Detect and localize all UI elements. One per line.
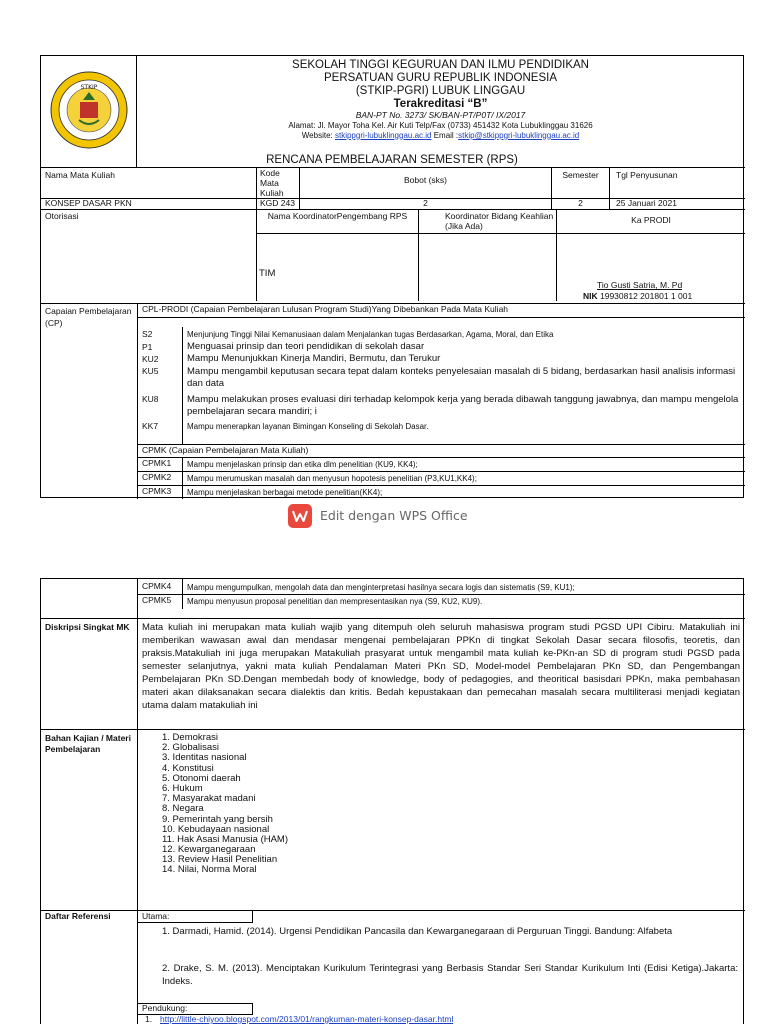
website-link[interactable]: stkippgri-lubuklinggau.ac.id: [334, 130, 432, 140]
cpmk-code: CPMK4: [142, 582, 172, 591]
list-item: 10. Kebudayaan nasional: [162, 823, 270, 835]
nama-mk-value: KONSEP DASAR PKN: [45, 199, 132, 208]
list-item: 9. Pemerintah yang bersih: [162, 813, 273, 825]
tgl-value: 25 Januari 2021: [609, 198, 745, 210]
rps-title: RENCANA PEMBELAJARAN SEMESTER (RPS): [266, 154, 518, 166]
institution-header: [137, 56, 744, 167]
list-item: 6. Hukum: [162, 782, 203, 794]
logo-text: STKIP: [80, 84, 98, 91]
cpl-code: S2: [142, 330, 153, 339]
website-label: Website:: [301, 130, 335, 140]
wps-edit-text: Edit dengan WPS Office: [320, 507, 468, 523]
header-line-1: SEKOLAH TINGGI KEGURUAN DAN ILMU PENDIDIKAN: [292, 59, 589, 71]
tgl-penyusunan-label: Tgl Penyusunan: [609, 167, 745, 198]
cpl-text: Menguasai prinsip dan teori pendidikan di sekolah dasar: [187, 342, 425, 352]
otorisasi-label: Otorisasi: [45, 212, 79, 221]
pendukung-label: Pendukung:: [138, 1003, 253, 1015]
cpmk-header: CPMK (Capaian Pembelajaran Mata Kuliah): [142, 446, 309, 455]
cpl-header: CPL-PRODI (Capaian Pembelajaran Lulusan Program Studi)Yang Dibebankan Pada Mata Kuliah: [142, 305, 509, 314]
cpmk-code: CPMK2: [142, 473, 172, 482]
bahan-list: [162, 733, 732, 876]
semester-label: Semester: [551, 167, 609, 198]
list-item: 4. Konstitusi: [162, 762, 214, 774]
cpmk-code: CPMK1: [142, 459, 172, 468]
wps-watermark[interactable]: [288, 503, 468, 529]
bobot-label: Bobot (sks): [299, 167, 551, 198]
header-line-3: (STKIP-PGRI) LUBUK LINGGAU: [355, 85, 526, 97]
cpl-text: Mampu menerapkan layanan Bimingan Konseling di Sekolah Dasar.: [187, 422, 429, 431]
list-item: 3. Identitas nasional: [162, 752, 247, 764]
deskripsi-text: Mata kuliah ini merupakan mata kuliah wajib yang ditempuh oleh seluruh mahasiswa program studi PGSD UPI Cibiru. Matakuliah ini memberikan wawasan awal dan mendasar mengenai pembelajaran PPKn di tingkat Sekolah Dasar secara filosofis, teoretis, dan praksis.Matakuliah ini juga merupakan Matakuliah prasyarat untuk mengambil mata kuliah ke-PKn-an SD di program studi PGSD pada semester selanjutnya, yakni mata kuliah Pendalaman Materi PKn SD, Model-model Pembelajaran PKn SD, dan Pengembangan Pembelajaran PKn SD.Dengan membedah body of knowledge, body of pedagogies, and theoritical basisdari PPKn, maka pembahasan materi akan dilaksanakan secara dialektis dan kritis. Bedah kepustakaan dan pemecahan masalah secara multiliterasi menjadi kegiatan utama dalam matakuliah ini: [142, 622, 740, 711]
list-item: 2. Globalisasi: [162, 742, 220, 754]
header-address: Alamat: Jl. Mayor Toha Kel. Air Kuti Telp/Fax (0733) 451432 Kota Lubuklinggau 31626: [288, 120, 593, 130]
cpl-text: Mampu Menunjukkan Kinerja Mandiri, Bermutu, dan Terukur: [187, 354, 441, 364]
cpl-code: KU2: [142, 355, 159, 364]
list-item: 1. Demokrasi: [162, 732, 218, 743]
kaprodi-name: Tio Gusti Satria, M. Pd: [597, 281, 683, 290]
stkip-logo: [49, 70, 129, 150]
logo-cell: [41, 56, 137, 167]
wps-logo-icon: [288, 504, 312, 528]
header-contact: [137, 131, 744, 141]
header-line-2: PERSATUAN GURU REPUBLIK INDONESIA: [323, 72, 558, 84]
kaprodi-nik: [583, 292, 692, 302]
cpmk-code: CPMK3: [142, 487, 172, 496]
reference-item: 2. Drake, S. M. (2013). Menciptakan Kurikulum Terintegrasi yang Berbasis Standar Seri Standar Kurikulum Inti (Edisi Ketiga).Jakarta: Indeks.: [162, 963, 738, 987]
tim-label: TIM: [259, 269, 276, 279]
rps-page-2: [40, 578, 744, 1024]
list-item: 12. Kewarganegaraan: [162, 844, 256, 856]
cpmk-text: Mampu menjelaskan prinsip dan etika dlm penelitian (KU9, KK4);: [187, 460, 418, 469]
list-item: 13. Review Hasil Penelitian: [162, 854, 278, 866]
pendukung-num: 1.: [145, 1015, 153, 1024]
bobot-value: 2: [299, 198, 551, 210]
kode-mk-label: Kode Mata Kuliah: [256, 167, 301, 198]
list-item: 7. Masyarakat madani: [162, 793, 256, 805]
cpl-text: Mampu melakukan proses evaluasi diri terhadap kelompok kerja yang berada dibawah tanggung jawabnya, dan mampu mengelola pembelajaran secara mandiri; i: [187, 394, 739, 417]
nama-mk-label: Nama Mata Kuliah: [45, 171, 115, 180]
rps-page-1: [40, 55, 744, 498]
email-label: Email :: [431, 130, 459, 140]
bahan-label: Bahan Kajian / Materi Pembelajaran: [45, 733, 131, 754]
cpl-code: KU5: [142, 367, 159, 376]
utama-label: Utama:: [138, 911, 253, 923]
ka-prodi-label: Ka PRODI: [556, 210, 745, 234]
koordinator-bidang-label: Koordinator Bidang Keahlian (Jika Ada): [418, 210, 556, 234]
cpl-text: Menjunjung Tinggi Nilai Kemanusiaan dalam Menjalankan tugas Berdasarkan, Agama, Moral, dan Etika: [187, 330, 554, 339]
cpmk-text: Mampu merumuskan masalah dan menyusun hopotesis penelitian (P3,KU1,KK4);: [187, 474, 477, 483]
referensi-label: Daftar Referensi: [45, 912, 111, 921]
semester-value: 2: [551, 198, 609, 210]
nik-value: 19930812 201801 1 001: [597, 292, 693, 301]
nik-label: NIK: [583, 292, 598, 301]
cpmk-text: Mampu menyusun proposal penelitian dan mempresentasikan nya (S9, KU2, KU9).: [187, 597, 483, 606]
kode-mk-value: KGD 243: [256, 198, 301, 210]
list-item: 5. Otonomi daerah: [162, 772, 241, 784]
cpl-code: KK7: [142, 422, 159, 431]
pendukung-link[interactable]: http://little-chiyoo.blogspot.com/2013/01/rangkuman-materi-konsep-dasar.html: [160, 1015, 454, 1024]
reference-item: 1. Darmadi, Hamid. (2014). Urgensi Pendidikan Pancasila dan Kewarganegaraan di Perguruan Tinggi. Bandung: Alfabeta: [162, 926, 673, 937]
list-item: 14. Nilai, Norma Moral: [162, 864, 257, 876]
cpl-code: P1: [142, 343, 153, 352]
deskripsi-label: Diskripsi Singkat MK: [45, 622, 130, 632]
list-item: 11. Hak Asasi Manusia (HAM): [162, 833, 289, 845]
header-ban-pt: BAN-PT No. 3273/ SK/BAN-PT/P0T/ IX/2017: [355, 110, 526, 120]
cpmk-text: Mampu mengumpulkan, mengolah data dan menginterpretasi hasilnya secara logis dan sistematis (S9, KU1);: [187, 583, 575, 592]
cpl-code: KU8: [142, 395, 159, 404]
cpmk-code: CPMK5: [142, 596, 172, 605]
cpmk-text: Mampu menjelaskan berbagai metode penelitian(KK4);: [187, 488, 383, 497]
koordinator-rps-label: Nama KoordinatorPengembang RPS: [256, 210, 418, 234]
capaian-label: Capaian Pembelajaran (CP): [45, 306, 132, 328]
list-item: 8. Negara: [162, 803, 204, 815]
header-accreditation: Terakreditasi “B”: [393, 98, 488, 110]
cpl-text: Mampu mengambil keputusan secara tepat dalam konteks penyelesaian masalah di 5 bidang, berdasarkan hasil analisis informasi dan data: [187, 366, 736, 389]
email-link[interactable]: stkip@stkippgri-lubuklinggau.ac.id: [458, 130, 580, 140]
